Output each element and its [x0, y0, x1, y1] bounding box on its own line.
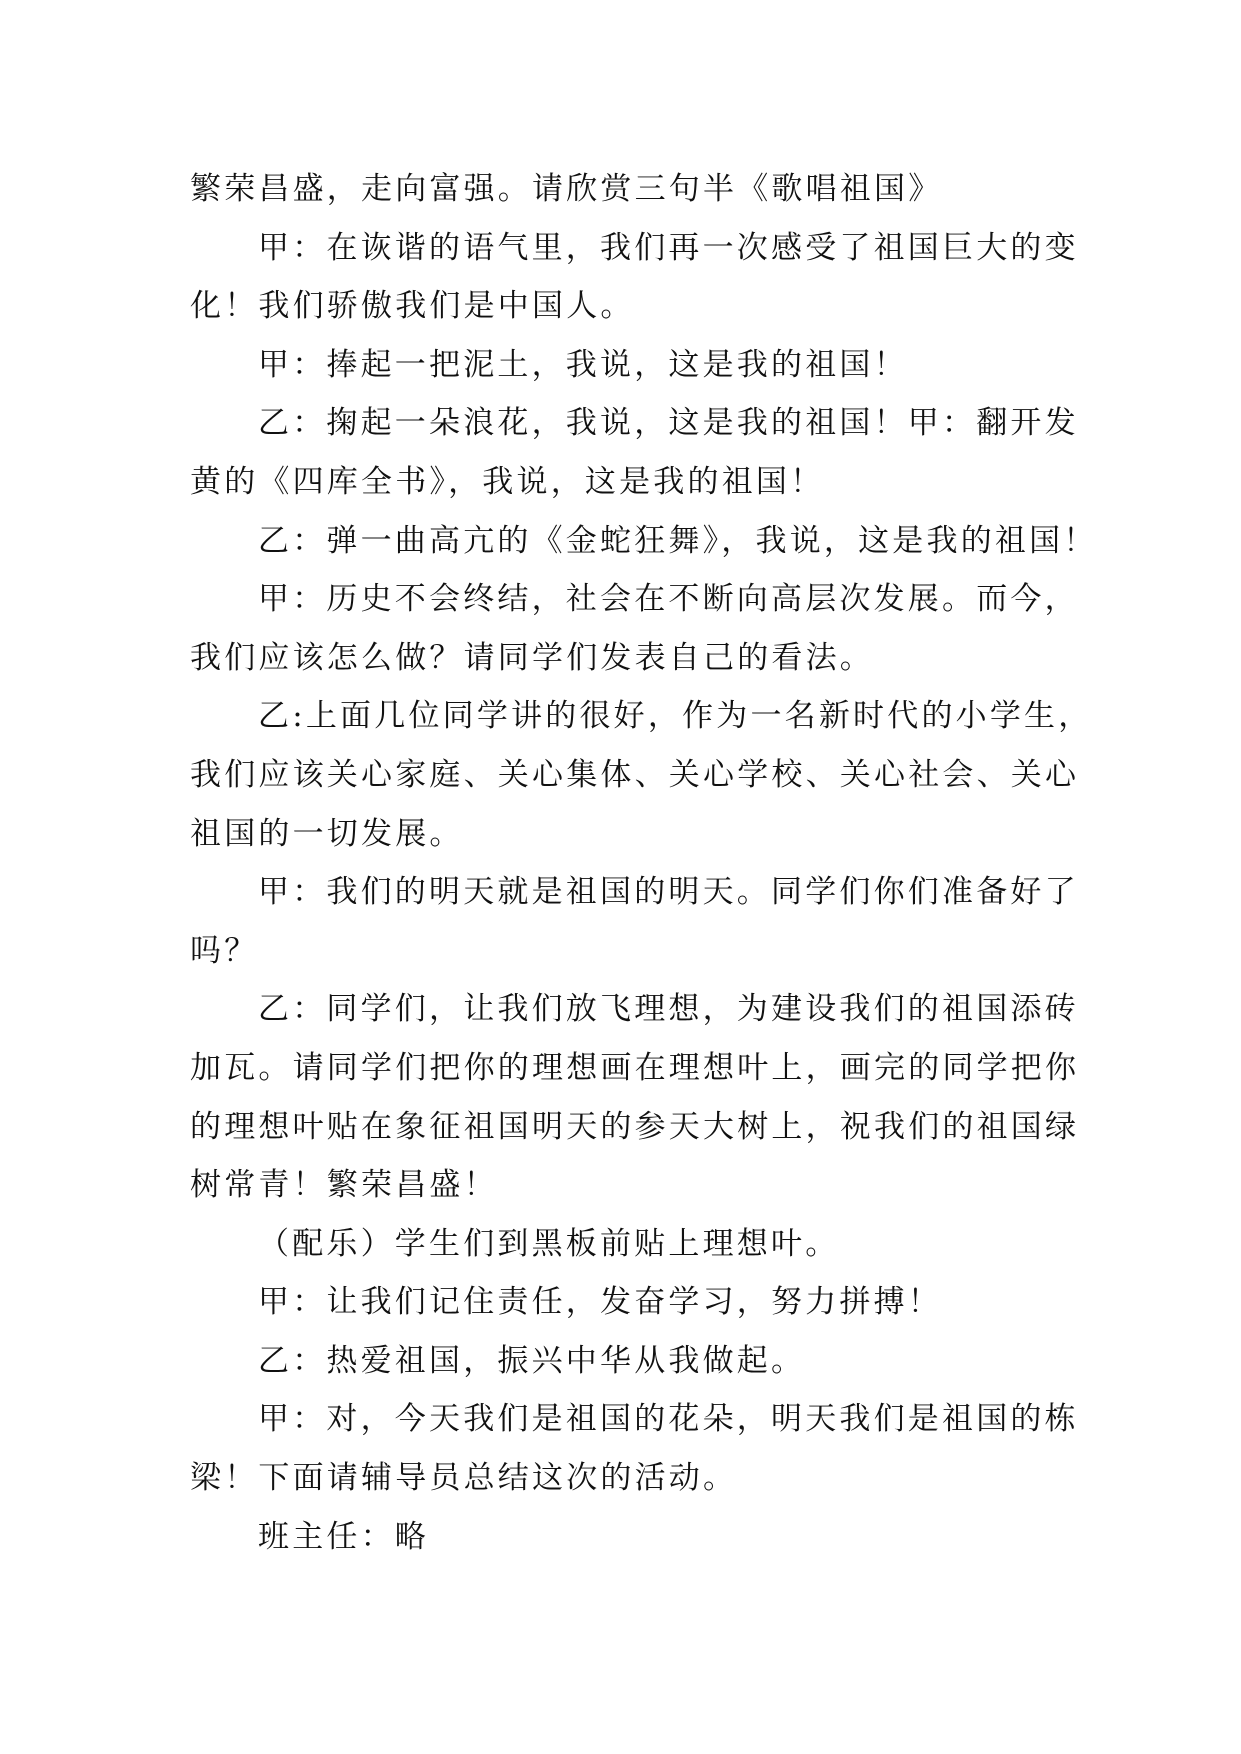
text-line: 加瓦。请同学们把你的理想画在理想叶上，画完的同学把你: [190, 1049, 1080, 1086]
text-line: 乙：掬起一朵浪花，我说，这是我的祖国！甲：翻开发: [258, 405, 1079, 442]
text-line: 甲：对，今天我们是祖国的花朵，明天我们是祖国的栋: [258, 1401, 1079, 1438]
text-line: 甲：捧起一把泥土，我说，这是我的祖国！: [258, 346, 908, 383]
text-line: 化！我们骄傲我们是中国人。: [190, 288, 635, 325]
text-line: 繁荣昌盛，走向富强。请欣赏三句半《歌唱祖国》: [190, 171, 943, 207]
text-line: （配乐）学生们到黑板前贴上理想叶。: [258, 1225, 840, 1262]
text-line: 班主任：略: [258, 1518, 429, 1555]
text-line: 乙：热爱祖国，振兴中华从我做起。: [258, 1342, 806, 1379]
text-line: 的理想叶贴在象征祖国明天的参天大树上，祝我们的祖国绿: [190, 1108, 1080, 1145]
text-line: 乙：同学们，让我们放飞理想，为建设我们的祖国添砖: [258, 991, 1079, 1028]
text-line: 梁！下面请辅导员总结这次的活动。: [190, 1460, 738, 1497]
text-line: 甲：历史不会终结，社会在不断向高层次发展。而今，: [258, 581, 1079, 618]
document-body: [190, 160, 1098, 1566]
text-line: 我们应该怎么做？请同学们发表自己的看法。: [190, 639, 874, 676]
text-line: 甲：我们的明天就是祖国的明天。同学们你们准备好了: [258, 874, 1079, 911]
text-line: 乙:上面几位同学讲的很好，作为一名新时代的小学生，: [258, 698, 1093, 735]
text-line: 乙：弹一曲高亢的《金蛇狂舞》，我说，这是我的祖国！: [258, 522, 1098, 559]
text-line: 黄的《四库全书》，我说，这是我的祖国！: [190, 463, 825, 500]
text-line: 祖国的一切发展。: [190, 815, 464, 852]
text-line: 甲：让我们记住责任，发奋学习，努力拼搏！: [258, 1284, 942, 1321]
text-line: 树常青！繁荣昌盛！: [190, 1167, 498, 1204]
text-line: 吗？: [190, 932, 259, 969]
text-line: 我们应该关心家庭、关心集体、关心学校、关心社会、关心: [190, 756, 1080, 793]
text-line: 甲：在诙谐的语气里，我们再一次感受了祖国巨大的变: [258, 229, 1079, 266]
